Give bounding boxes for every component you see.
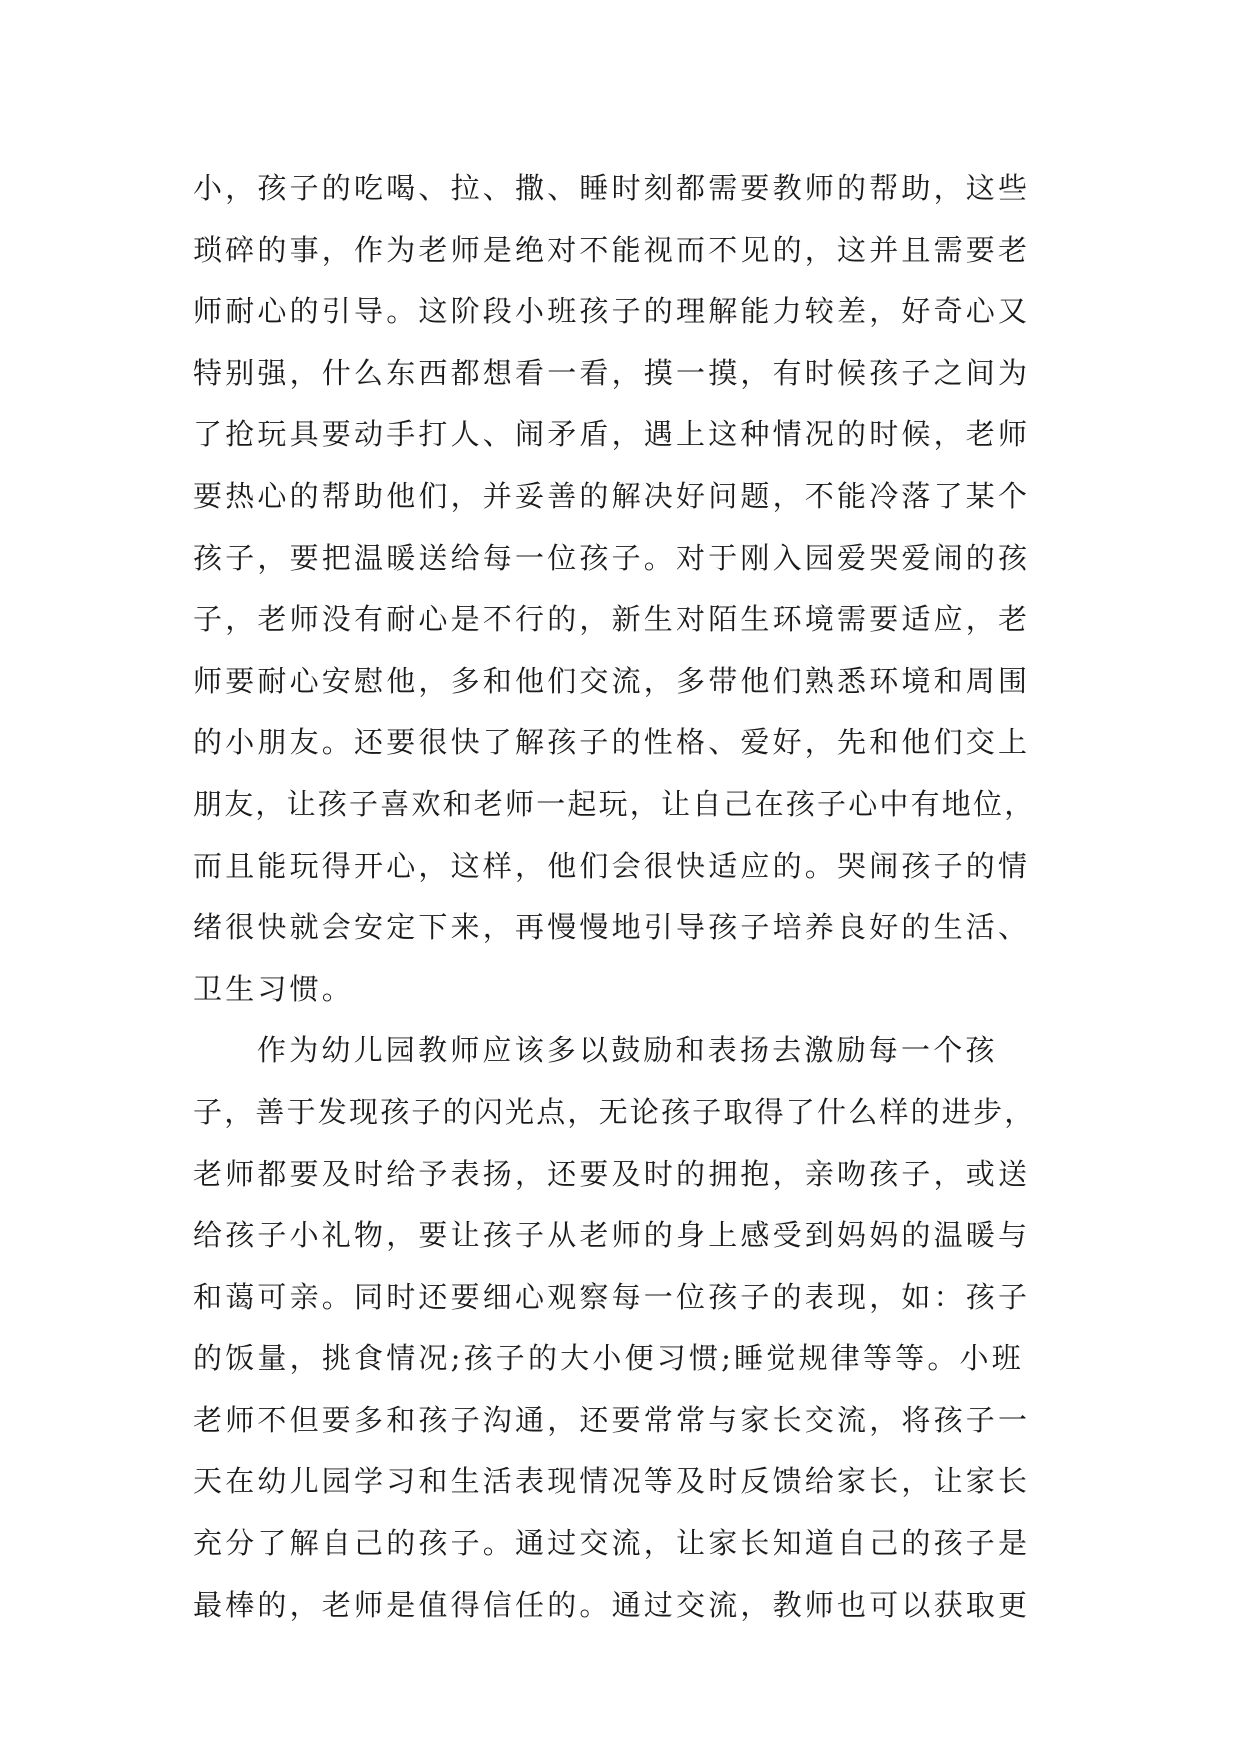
text-line: 的小朋友。还要很快了解孩子的性格、爱好，先和他们交上: [193, 725, 1031, 760]
text-line: 要热心的帮助他们，并妥善的解决好问题，不能冷落了某个: [193, 478, 1031, 513]
text-line: 充分了解自己的孩子。通过交流，让家长知道自己的孩子是: [193, 1526, 1031, 1561]
text-line: 朋友，让孩子喜欢和老师一起玩，让自己在孩子心中有地位，: [193, 786, 1036, 821]
text-line: 琐碎的事，作为老师是绝对不能视而不见的，这并且需要老: [193, 232, 1031, 267]
text-line: 孩子，要把温暖送给每一位孩子。对于刚入园爱哭爱闹的孩: [193, 540, 1031, 575]
text-line: 给孩子小礼物，要让孩子从老师的身上感受到妈妈的温暖与: [193, 1218, 1031, 1253]
text-line: 而且能玩得开心，这样，他们会很快适应的。哭闹孩子的情: [193, 848, 1031, 883]
text-line: 老师都要及时给予表扬，还要及时的拥抱，亲吻孩子，或送: [193, 1156, 1031, 1191]
text-line: 了抢玩具要动手打人、闹矛盾，遇上这种情况的时候，老师: [193, 417, 1031, 452]
text-line: 小，孩子的吃喝、拉、撒、睡时刻都需要教师的帮助，这些: [193, 171, 1031, 205]
text-line: 老师不但要多和孩子沟通，还要常常与家长交流，将孩子一: [193, 1402, 1031, 1437]
text-line: 特别强，什么东西都想看一看，摸一摸，有时候孩子之间为: [193, 355, 1031, 390]
text-line: 的饭量，挑食情况;孩子的大小便习惯;睡觉规律等等。小班: [193, 1341, 1024, 1376]
paragraph-first-line: 作为幼儿园教师应该多以鼓励和表扬去激励每一个孩: [257, 1033, 998, 1068]
text-line: 师耐心的引导。这阶段小班孩子的理解能力较差，好奇心又: [193, 294, 1031, 329]
text-line: 最棒的，老师是值得信任的。通过交流，教师也可以获取更: [193, 1587, 1031, 1622]
text-line: 卫生习惯。: [193, 971, 355, 1006]
text-line: 和蔼可亲。同时还要细心观察每一位孩子的表现，如：孩子: [193, 1279, 1031, 1314]
text-line: 绪很快就会安定下来，再慢慢地引导孩子培养良好的生活、: [193, 910, 1031, 945]
text-line: 师要耐心安慰他，多和他们交流，多带他们熟悉环境和周围: [193, 663, 1031, 698]
text-line: 子，善于发现孩子的闪光点，无论孩子取得了什么样的进步，: [193, 1094, 1036, 1129]
text-line: 子，老师没有耐心是不行的，新生对陌生环境需要适应，老: [193, 602, 1031, 637]
text-line: 天在幼儿园学习和生活表现情况等及时反馈给家长，让家长: [193, 1464, 1031, 1499]
body-text: [193, 158, 1053, 1636]
